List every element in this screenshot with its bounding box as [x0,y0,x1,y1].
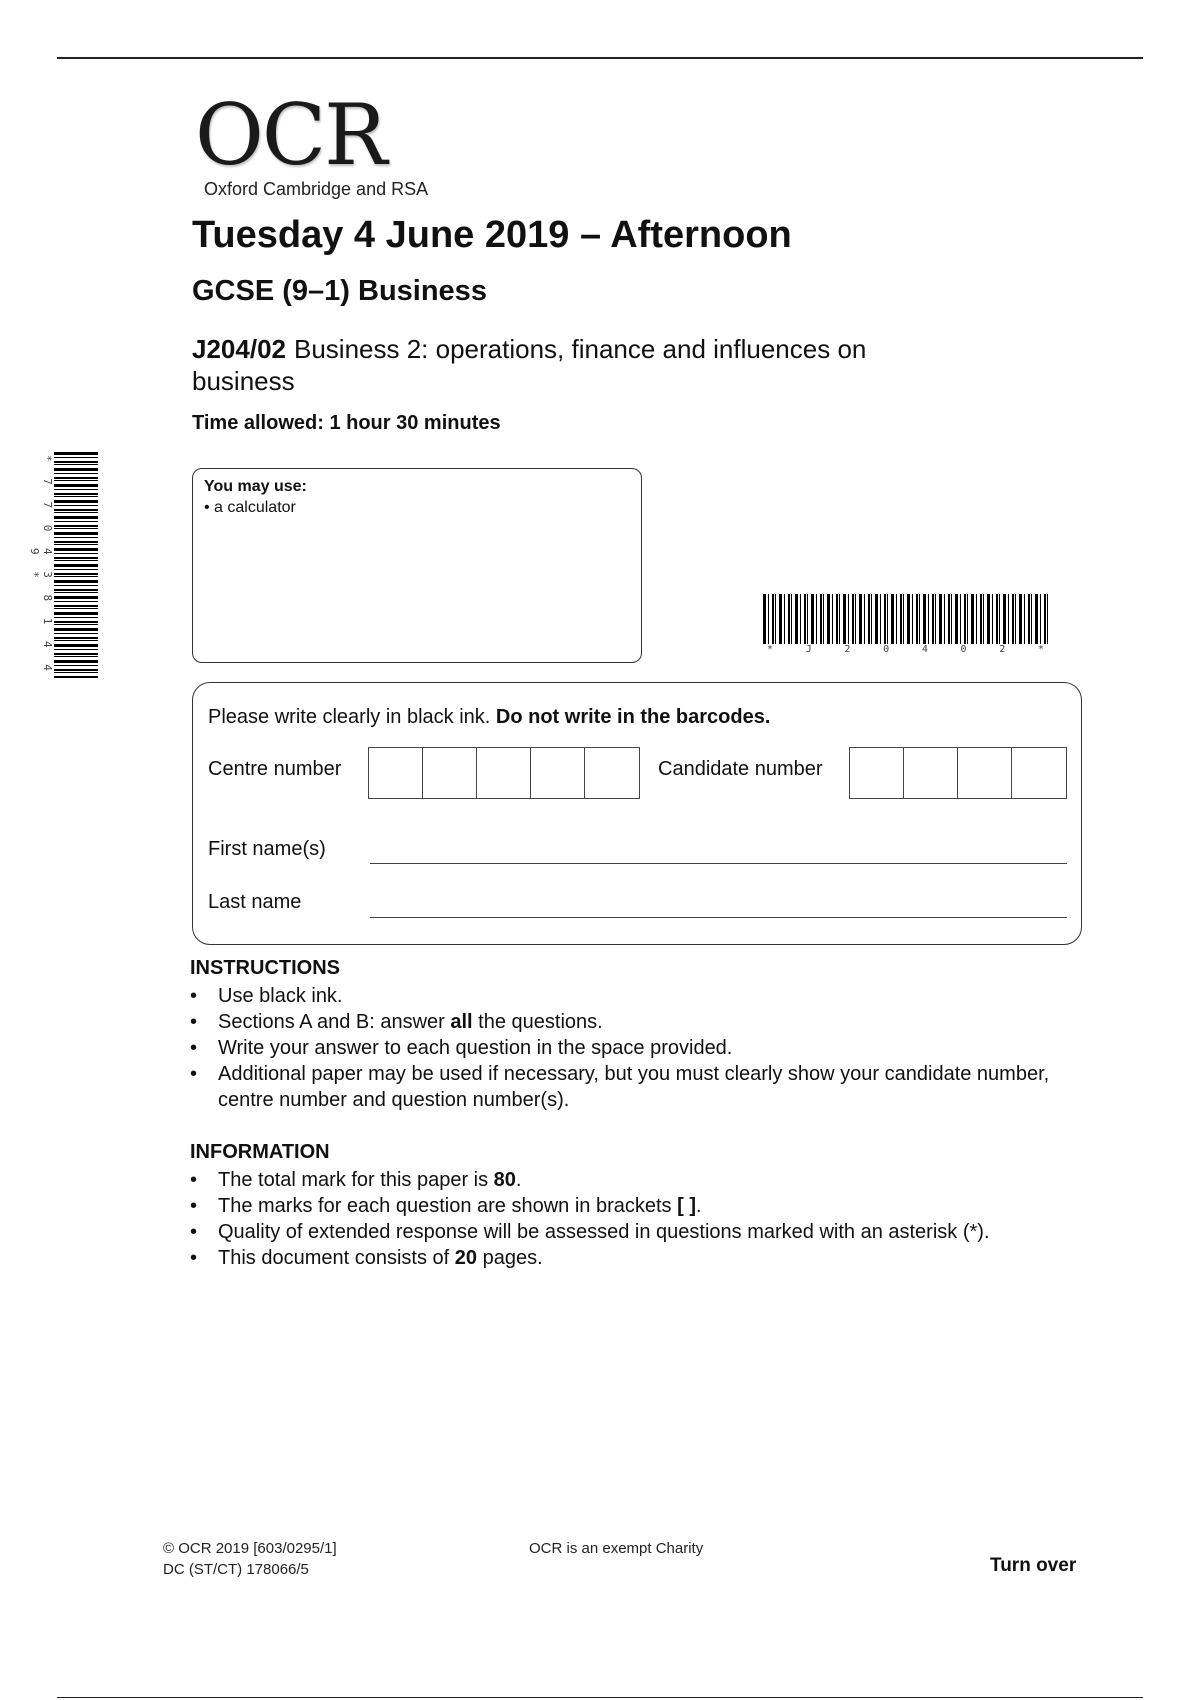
barcode-digit: * [1037,644,1044,655]
centre-number-field[interactable] [368,747,640,799]
list-item: • Quality of extended response will be assessed in questions marked with an asterisk (*). [190,1219,1090,1245]
barcode-digit: 4 [921,644,928,655]
centre-number-cell[interactable] [531,748,585,798]
copyright-text: © OCR 2019 [603/0295/1] [163,1540,337,1557]
paper-barcode [763,594,1048,654]
paper-title [192,333,952,397]
may-use-title: You may use: [204,478,307,495]
centre-number-cell[interactable] [477,748,531,798]
emphasis-text: all [450,1011,473,1033]
list-item: • The total mark for this paper is 80. [190,1167,1090,1193]
paper-name: Business 2: operations, finance and influences on business [192,334,867,396]
side-barcode [28,452,98,678]
barcode-digit: * [767,644,774,655]
logo-subtitle: Oxford Cambridge and RSA [204,179,429,199]
may-use-item-text: a calculator [214,499,296,516]
reference-code: DC (ST/CT) 178066/5 [163,1561,309,1578]
list-item: • Use black ink. [190,983,1090,1009]
exam-date: Tuesday 4 June 2019 – Afternoon [192,214,792,256]
barcode-digit: 2 [844,644,851,655]
instructions-list [190,983,1090,1113]
charity-text: OCR is an exempt Charity [529,1540,704,1557]
instructions-section [190,957,1090,1113]
candidate-number-cell[interactable] [958,748,1012,798]
first-name-field[interactable] [370,863,1067,864]
logo-mark: OCR [195,86,386,184]
ink-note-text: Please write clearly in black ink. [208,706,491,728]
first-name-label: First name(s) [208,838,326,860]
may-use-item: • a calculator [204,499,296,516]
time-allowed: Time allowed: 1 hour 30 minutes [192,412,501,434]
qualification-title: GCSE (9–1) Business [192,275,487,307]
centre-number-cell[interactable] [369,748,423,798]
barcode-digit: 0 [883,644,890,655]
barcode-digit: 0 [960,644,967,655]
emphasis-text: 20 [454,1247,478,1269]
list-item: • The marks for each question are shown in brackets [ ]. [190,1193,1090,1219]
information-list [190,1167,1090,1271]
information-section [190,1141,1090,1271]
information-heading: INFORMATION [190,1141,330,1163]
candidate-number-field[interactable] [849,747,1067,799]
list-item: • Additional paper may be used if necessary, but you must clearly show your candidate number, centre number and question number(s). [190,1061,1090,1113]
top-rule [57,57,1143,59]
barcode-digit: J [805,644,812,655]
emphasis-text: [ ] [677,1195,697,1217]
candidate-number-cell[interactable] [850,748,904,798]
ink-note-bold: Do not write in the barcodes. [495,706,771,728]
list-item: • Sections A and B: answer all the questions. [190,1009,1090,1035]
candidate-number-label: Candidate number [658,758,823,780]
last-name-field[interactable] [370,917,1067,918]
turn-over-text: Turn over [990,1555,1077,1576]
bottom-rule [57,1697,1143,1698]
may-use-box [192,468,642,663]
ink-note [208,706,770,729]
candidate-number-cell[interactable] [904,748,958,798]
side-barcode-digits: * 7 7 0 4 3 8 1 4 4 9 * [28,454,54,676]
side-barcode-bars [54,452,98,678]
centre-number-cell[interactable] [585,748,639,798]
paper-barcode-digits [763,644,1048,655]
barcode-digit: 2 [999,644,1006,655]
instructions-heading: INSTRUCTIONS [190,957,340,979]
candidate-details-box [192,682,1082,945]
centre-number-label: Centre number [208,758,342,780]
list-item: • This document consists of 20 pages. [190,1245,1090,1271]
candidate-number-cell[interactable] [1012,748,1066,798]
centre-number-cell[interactable] [423,748,477,798]
ocr-logo [195,86,429,200]
paper-code: J204/02 [192,334,286,364]
list-item: • Write your answer to each question in the space provided. [190,1035,1090,1061]
paper-barcode-bars [763,594,1048,644]
last-name-label: Last name [208,891,302,913]
footer-left [163,1538,337,1580]
emphasis-text: 80 [493,1169,516,1191]
